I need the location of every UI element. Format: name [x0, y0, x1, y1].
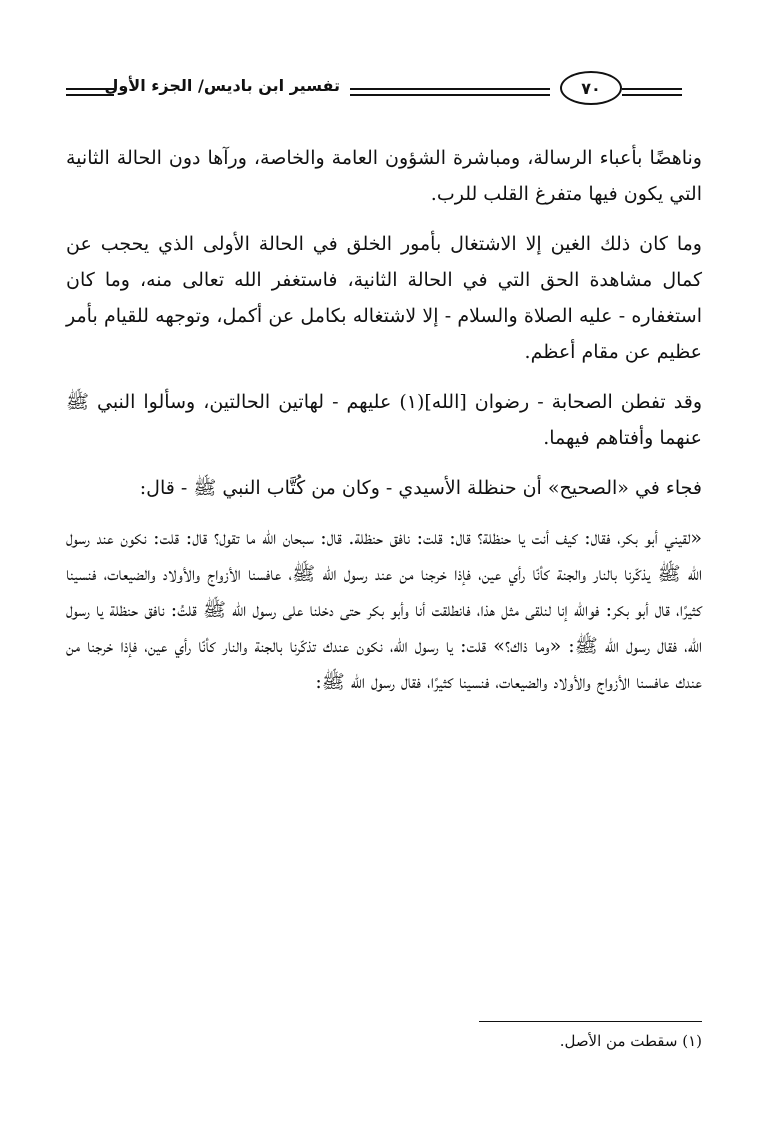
header-rule — [350, 88, 550, 90]
paragraph: «لقيني أبو بكر، فقال: كيف أنت يا حنظلة؟ قال: قلت: نافق حنظلة. قال: سبحان الله ما تقول؟ قال: قلت: نكون عند رسول الله ﷺ يذكّرنا بالنار والجنة كأنّا رأي عين، فإذا خرجنا من عند رسول الله ﷺ، عافسنا الأزواج والأولاد والضيعات، فنسينا كثيرًا، قال أبو بكر: فوالله إنا لنلقى مثل هذا، فانطلقت أنا وأبو بكر حتى دخلنا على رسول الله ﷺ قلتُ: نافق حنظلة يا رسول الله، فقال رسول الله ﷺ: «وما ذاك؟» قلت: يا رسول الله، نكون عندك تذكّرنا بالجنة والنار كأنّا رأي عين، فإذا خرجنا من عندك عافسنا الأزواج والأولاد والضيعات، فنسينا كثيرًا، فقال رسول الله ﷺ: — [66, 527, 702, 693]
footnote-separator — [479, 1021, 702, 1022]
paragraph: وما كان ذلك الغين إلا الاشتغال بأمور الخلق في الحالة الأولى الذي يحجب عن كمال مشاهدة الحق التي في الحالة الثانية، فاستغفر الله تعالى منه، وما كان استغفاره - عليه الصلاة والسلام - إلا لاشتغاله بكامل عن أكمل، وتوجهه للقيام بأمر عظيم عن مقام أعظم. — [66, 233, 702, 363]
running-title: تفسير ابن باديس/ الجزء الأول — [104, 76, 340, 95]
page-number-text: ٧٠ — [581, 78, 601, 98]
footnote: (١) سقطت من الأصل. — [559, 1032, 702, 1050]
paragraph: وناهضًا بأعباء الرسالة، ومباشرة الشؤون العامة والخاصة، ورآها دون الحالة الثانية التي يكون فيها متفرغ القلب للرب. — [66, 147, 702, 205]
body-text — [66, 140, 702, 704]
paragraph: فجاء في «الصحيح» أن حنظلة الأسيدي - وكان من كُتَّاب النبي ﷺ - قال: — [139, 477, 702, 499]
paragraph: وقد تفطن الصحابة - رضوان [الله](١) عليهم - لهاتين الحالتين، وسألوا النبي ﷺ عنهما وأفتاهم فيهما. — [66, 391, 702, 449]
header-rule — [350, 94, 550, 96]
header-rule — [622, 88, 682, 90]
page-number — [560, 71, 622, 105]
header-rule — [622, 94, 682, 96]
page-header — [66, 62, 682, 108]
